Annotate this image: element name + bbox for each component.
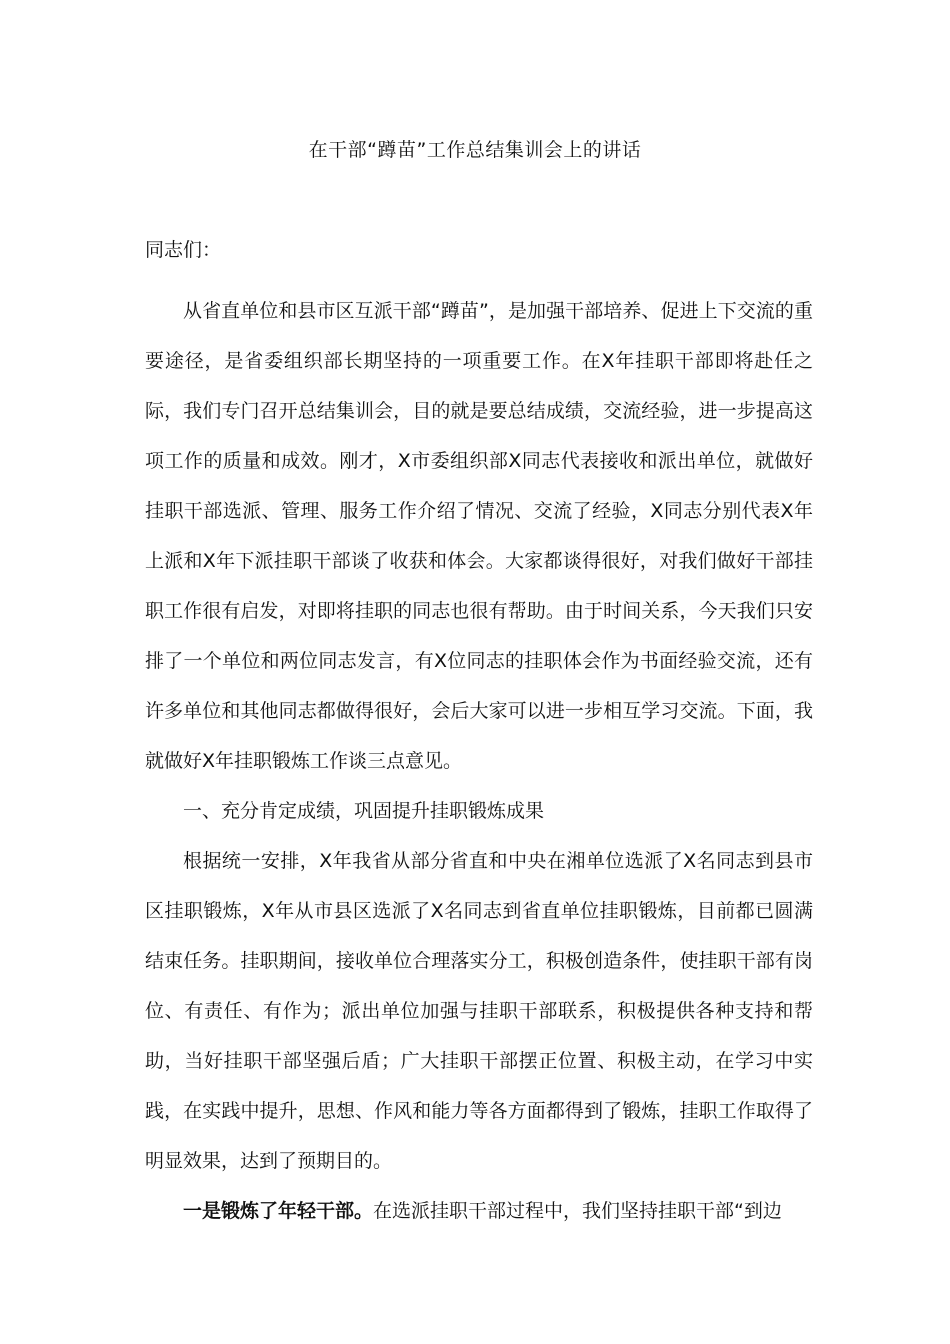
document-title: 在干部“蹲苗”工作总结集训会上的讲话 — [308, 139, 642, 161]
section-heading-1: 一、充分肯定成绩，巩固提升挂职锻炼成果 — [183, 800, 545, 822]
point-1-lead: 一是锻炼了年轻干部。 — [183, 1200, 374, 1222]
salutation: 同志们： — [145, 239, 222, 261]
paragraph-intro: 从省直单位和县市区互派干部“蹲苗”，是加强干部培养、促进上下交流的重要途径，是省委组织部长期坚持的一项重要工作。在X年挂职干部即将赴任之际，我们专门召开总结集训会，目的就是要总结成绩，交流经验，进一步提高这项工作的质量和成效。刚才，X市委组织部X同志代表接收和派出单位，就做好挂职干部选派、管理、服务工作介绍了情况、交流了经验，X同志分别代表X年上派和X年下派挂职干部谈了收获和体会。大家都谈得很好，对我们做好干部挂职工作很有启发，对即将挂职的同志也很有帮助。由于时间关系，今天我们只安排了一个单位和两位同志发言，有X位同志的挂职体会作为书面经验交流，还有许多单位和其他同志都做得很好，会后大家可以进一步相互学习交流。下面，我就做好X年挂职锻炼工作谈三点意见。 — [145, 300, 813, 772]
paragraph-section1-body: 根据统一安排，X年我省从部分省直和中央在湘单位选派了X名同志到县市区挂职锻炼，X年从市县区选派了X名同志到省直单位挂职锻炼，目前都已圆满结束任务。挂职期间，接收单位合理落实分工，积极创造条件，使挂职干部有岗位、有责任、有作为；派出单位加强与挂职干部联系，积极提供各种支持和帮助，当好挂职干部坚强后盾；广大挂职干部摆正位置、积极主动，在学习中实践，在实践中提升，思想、作风和能力等各方面都得到了锻炼，挂职工作取得了明显效果，达到了预期目的。 — [145, 850, 813, 1172]
paragraph-point-1 — [145, 1186, 813, 1236]
document-body — [145, 286, 813, 1236]
point-1-text: 在选派挂职干部过程中，我们坚持挂职干部“到边 — [373, 1200, 782, 1222]
